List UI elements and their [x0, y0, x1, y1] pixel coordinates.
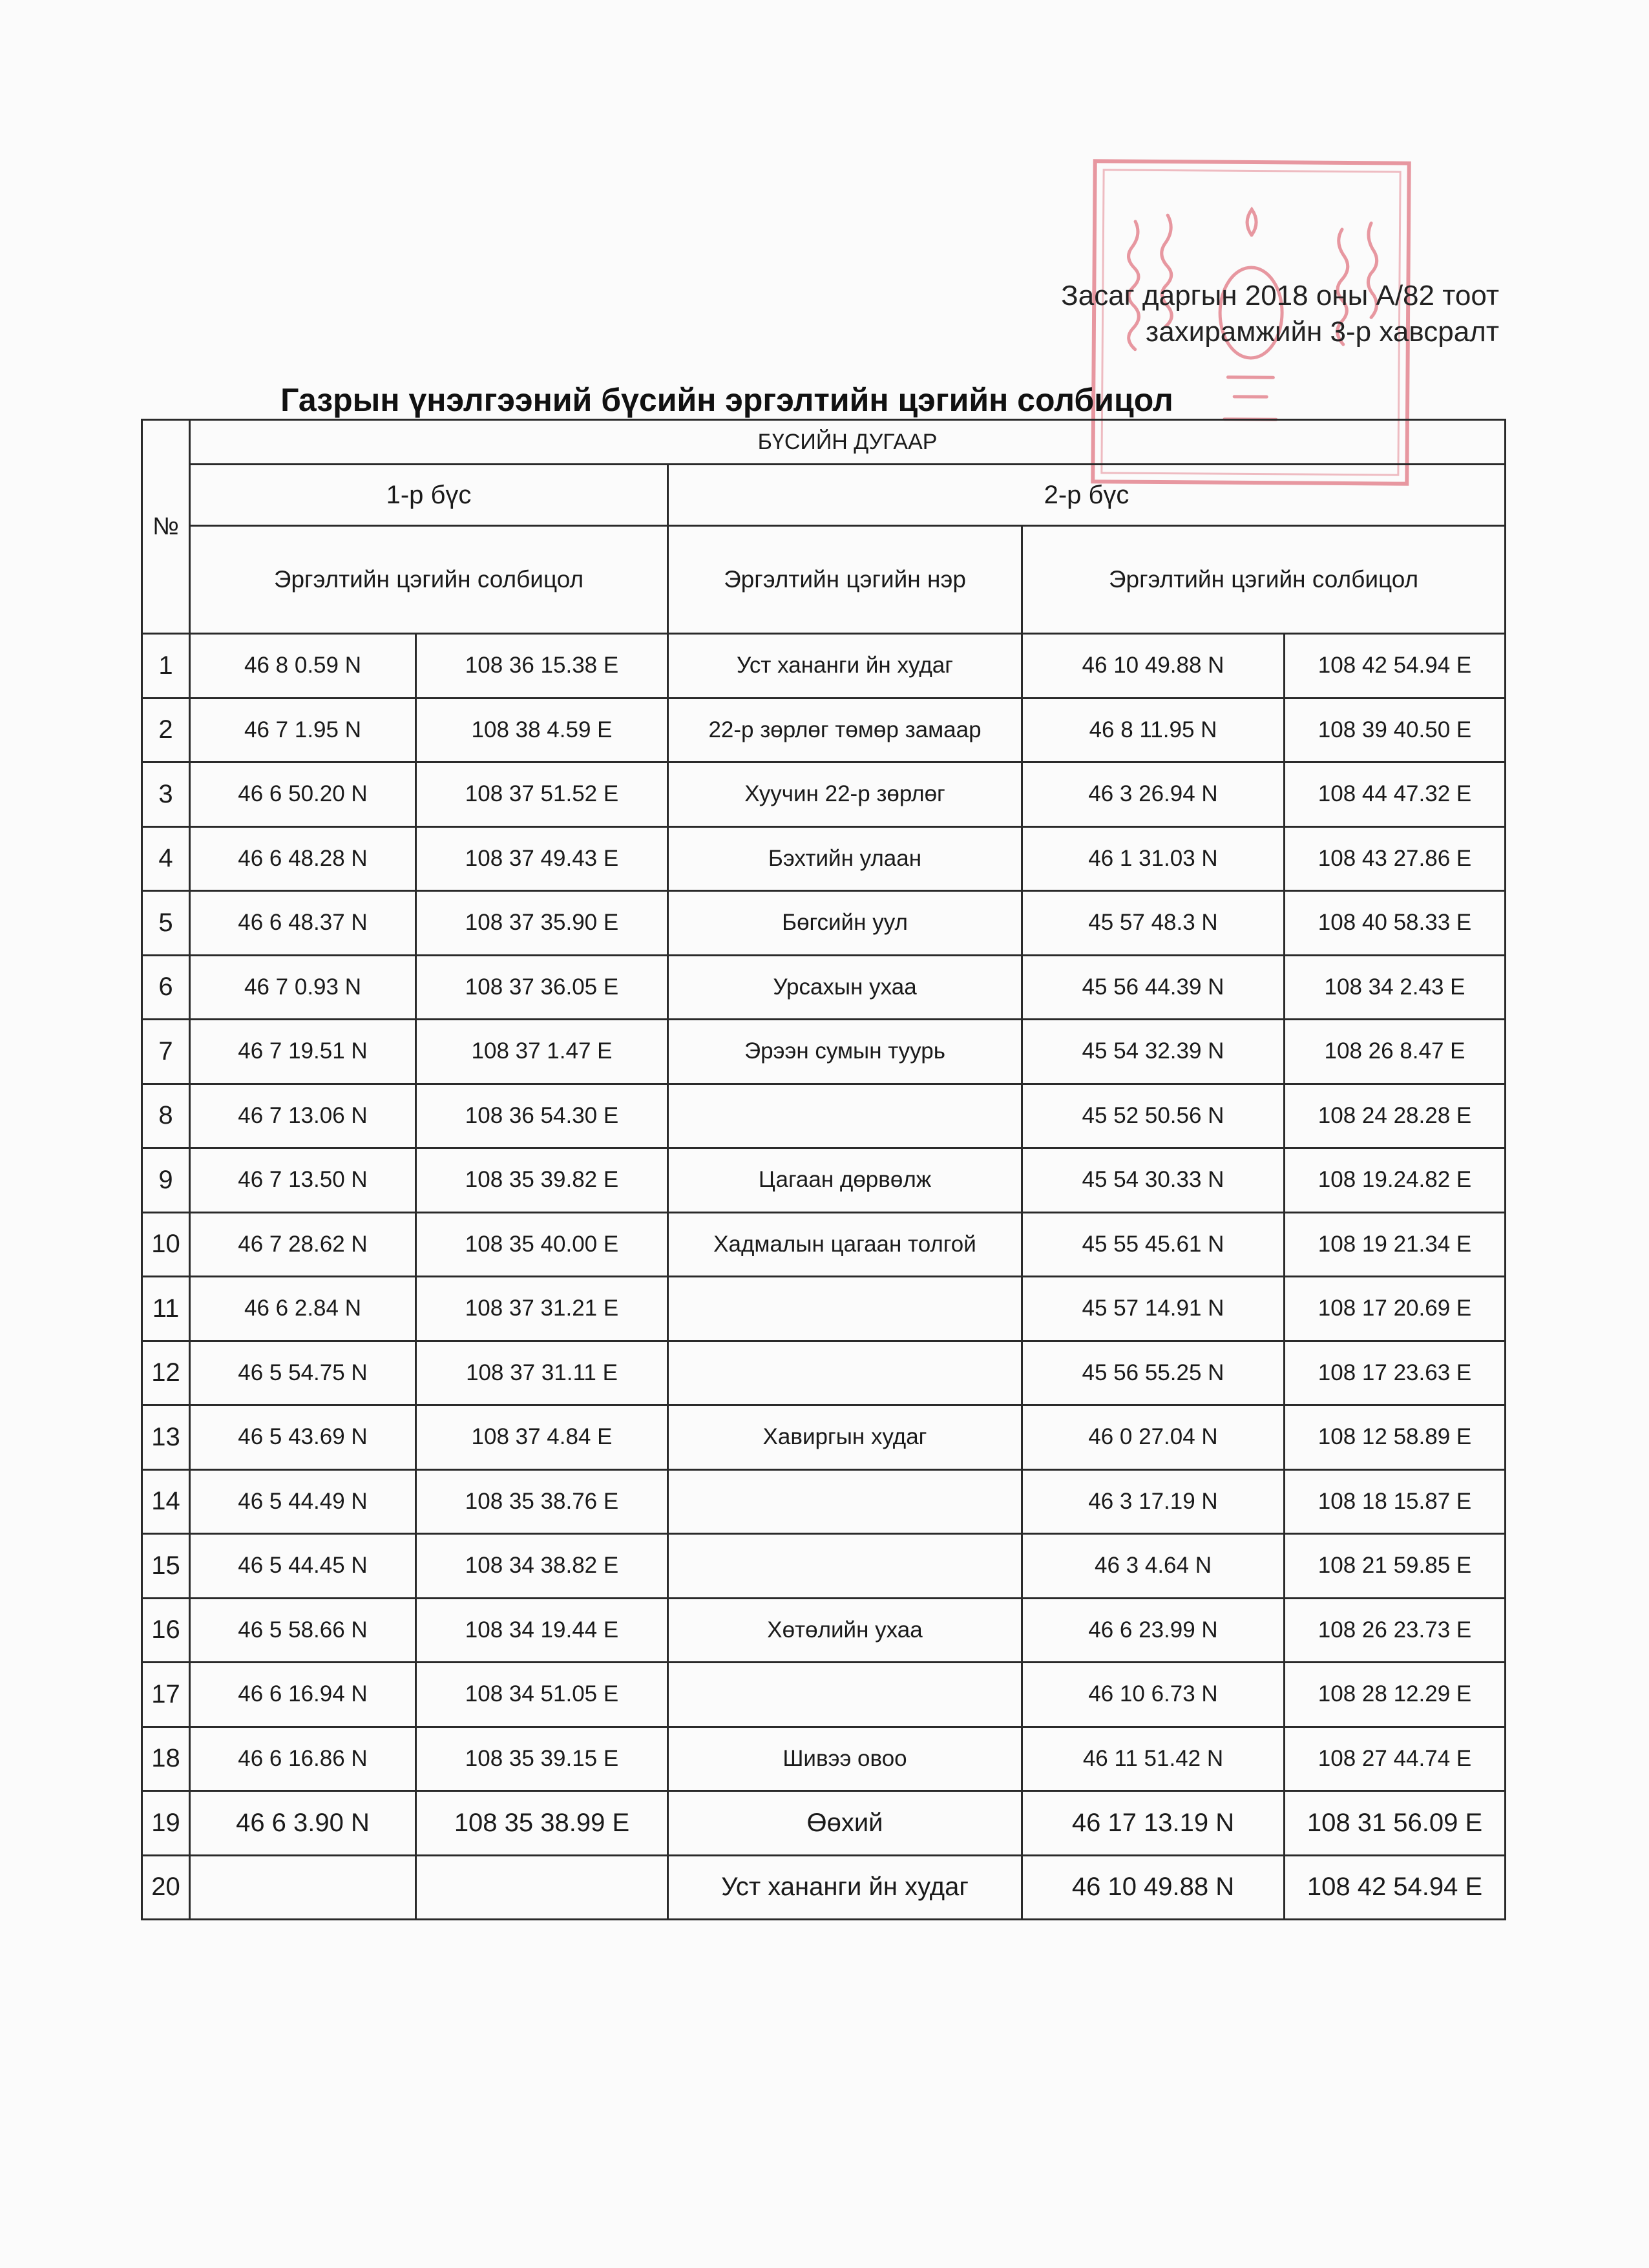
- zone1-latitude: 46 5 43.69 N: [190, 1405, 416, 1470]
- zone2-latitude: 45 55 45.61 N: [1022, 1212, 1285, 1277]
- zone2-longitude: 108 43 27.86 E: [1285, 826, 1506, 891]
- row-number: 12: [142, 1341, 190, 1405]
- zone1-latitude: 46 6 3.90 N: [190, 1791, 416, 1856]
- zone1-latitude: 46 7 13.06 N: [190, 1084, 416, 1148]
- zone1-longitude: 108 37 49.43 E: [416, 826, 668, 891]
- point-name: Хөтөлийн ухаа: [668, 1598, 1022, 1663]
- zone2-latitude: 45 57 48.3 N: [1022, 891, 1285, 956]
- table-row: [142, 698, 1506, 762]
- zone1-longitude: 108 37 31.21 E: [416, 1277, 668, 1341]
- zone2-latitude: 46 6 23.99 N: [1022, 1598, 1285, 1663]
- point-name: [668, 1341, 1022, 1405]
- point-name: Уст хананги йн худаг: [668, 634, 1022, 698]
- zone1-latitude: 46 7 1.95 N: [190, 698, 416, 762]
- zone1-latitude: 46 7 28.62 N: [190, 1212, 416, 1277]
- point-name: Хавиргын худаг: [668, 1405, 1022, 1470]
- zone1-longitude: 108 36 54.30 E: [416, 1084, 668, 1148]
- row-number: 10: [142, 1212, 190, 1277]
- table-row: [142, 1791, 1506, 1856]
- zone2-longitude: 108 21 59.85 E: [1285, 1534, 1506, 1599]
- zone2-latitude: 45 54 32.39 N: [1022, 1020, 1285, 1084]
- zone2-latitude: 46 10 49.88 N: [1022, 634, 1285, 698]
- zone2-longitude: 108 28 12.29 E: [1285, 1663, 1506, 1727]
- appendix-line-1: Засаг даргын 2018 оны А/82 тоот: [1061, 280, 1499, 311]
- zone2-longitude: 108 18 15.87 E: [1285, 1469, 1506, 1534]
- zone1-longitude: 108 35 38.99 E: [416, 1791, 668, 1856]
- coordinates-table: [141, 419, 1506, 1920]
- table-row: [142, 1341, 1506, 1405]
- zone2-longitude: 108 31 56.09 E: [1285, 1791, 1506, 1856]
- table-row: [142, 955, 1506, 1020]
- zone1-longitude: 108 35 40.00 E: [416, 1212, 668, 1277]
- row-number: 2: [142, 698, 190, 762]
- table-row: [142, 634, 1506, 698]
- row-number: 19: [142, 1791, 190, 1856]
- row-number: 13: [142, 1405, 190, 1470]
- zone2-longitude: 108 42 54.94 E: [1285, 634, 1506, 698]
- header-zone-1: 1-р бүс: [190, 465, 668, 526]
- zone2-longitude: 108 19.24.82 E: [1285, 1148, 1506, 1213]
- zone2-latitude: 46 8 11.95 N: [1022, 698, 1285, 762]
- zone1-longitude: 108 34 19.44 E: [416, 1598, 668, 1663]
- zone1-longitude: 108 37 4.84 E: [416, 1405, 668, 1470]
- table-row: [142, 1663, 1506, 1727]
- point-name: Уст хананги йн худаг: [668, 1855, 1022, 1920]
- header-zone-1-coords: Эргэлтийн цэгийн солбицол: [190, 526, 668, 634]
- point-name: Урсахын ухаа: [668, 955, 1022, 1020]
- zone2-latitude: 46 0 27.04 N: [1022, 1405, 1285, 1470]
- zone2-latitude: 45 57 14.91 N: [1022, 1277, 1285, 1341]
- row-number: 18: [142, 1727, 190, 1791]
- row-number: 8: [142, 1084, 190, 1148]
- point-name: Эрээн сумын туурь: [668, 1020, 1022, 1084]
- zone2-latitude: 45 52 50.56 N: [1022, 1084, 1285, 1148]
- table-row: [142, 1534, 1506, 1599]
- table-row: [142, 762, 1506, 827]
- point-name: Цагаан дөрвөлж: [668, 1148, 1022, 1213]
- zone1-latitude: 46 6 16.86 N: [190, 1727, 416, 1791]
- table-row: [142, 891, 1506, 956]
- zone1-longitude: 108 34 51.05 E: [416, 1663, 668, 1727]
- zone2-latitude: 45 56 55.25 N: [1022, 1341, 1285, 1405]
- zone1-latitude: [190, 1855, 416, 1920]
- zone1-longitude: 108 37 35.90 E: [416, 891, 668, 956]
- zone1-latitude: 46 6 48.37 N: [190, 891, 416, 956]
- row-number: 17: [142, 1663, 190, 1727]
- row-number: 6: [142, 955, 190, 1020]
- zone1-latitude: 46 6 48.28 N: [190, 826, 416, 891]
- row-number: 3: [142, 762, 190, 827]
- point-name: Өөхий: [668, 1791, 1022, 1856]
- header-zone-2: 2-р бүс: [668, 465, 1506, 526]
- header-zone-2-name: Эргэлтийн цэгийн нэр: [668, 526, 1022, 634]
- header-number: №: [142, 420, 190, 634]
- row-number: 9: [142, 1148, 190, 1213]
- point-name: [668, 1084, 1022, 1148]
- zone1-latitude: 46 8 0.59 N: [190, 634, 416, 698]
- zone2-latitude: 46 3 17.19 N: [1022, 1469, 1285, 1534]
- table-row: [142, 1212, 1506, 1277]
- zone1-longitude: 108 36 15.38 E: [416, 634, 668, 698]
- row-number: 11: [142, 1277, 190, 1341]
- zone2-longitude: 108 17 23.63 E: [1285, 1341, 1506, 1405]
- table-row: [142, 1469, 1506, 1534]
- zone2-latitude: 46 10 6.73 N: [1022, 1663, 1285, 1727]
- zone2-latitude: 46 1 31.03 N: [1022, 826, 1285, 891]
- zone2-longitude: 108 39 40.50 E: [1285, 698, 1506, 762]
- zone1-longitude: 108 34 38.82 E: [416, 1534, 668, 1599]
- point-name: Бөгсийн уул: [668, 891, 1022, 956]
- zone2-longitude: 108 19 21.34 E: [1285, 1212, 1506, 1277]
- zone2-latitude: 46 3 26.94 N: [1022, 762, 1285, 827]
- zone2-longitude: 108 44 47.32 E: [1285, 762, 1506, 827]
- zone2-longitude: 108 26 8.47 E: [1285, 1020, 1506, 1084]
- appendix-note: [1008, 278, 1499, 350]
- zone1-latitude: 46 7 19.51 N: [190, 1020, 416, 1084]
- zone1-latitude: 46 6 16.94 N: [190, 1663, 416, 1727]
- zone1-longitude: 108 38 4.59 E: [416, 698, 668, 762]
- zone1-longitude: 108 37 36.05 E: [416, 955, 668, 1020]
- point-name: Хадмалын цагаан толгой: [668, 1212, 1022, 1277]
- point-name: [668, 1277, 1022, 1341]
- point-name: Хуучин 22-р зөрлөг: [668, 762, 1022, 827]
- row-number: 20: [142, 1855, 190, 1920]
- document-title: Газрын үнэлгээний бүсийн эргэлтийн цэгийн солбицол: [280, 382, 1173, 418]
- table-row: [142, 1277, 1506, 1341]
- zone1-latitude: 46 6 50.20 N: [190, 762, 416, 827]
- zone2-longitude: 108 17 20.69 E: [1285, 1277, 1506, 1341]
- row-number: 7: [142, 1020, 190, 1084]
- zone2-latitude: 46 17 13.19 N: [1022, 1791, 1285, 1856]
- zone2-latitude: 45 54 30.33 N: [1022, 1148, 1285, 1213]
- header-zone-2-coords: Эргэлтийн цэгийн солбицол: [1022, 526, 1506, 634]
- point-name: [668, 1663, 1022, 1727]
- zone2-latitude: 46 10 49.88 N: [1022, 1855, 1285, 1920]
- point-name: 22-р зөрлөг төмөр замаар: [668, 698, 1022, 762]
- table-row: [142, 1084, 1506, 1148]
- point-name: [668, 1534, 1022, 1599]
- zone1-longitude: [416, 1855, 668, 1920]
- zone1-longitude: 108 37 1.47 E: [416, 1020, 668, 1084]
- table-row: [142, 1405, 1506, 1470]
- table-row: [142, 1020, 1506, 1084]
- zone2-longitude: 108 40 58.33 E: [1285, 891, 1506, 956]
- zone2-latitude: 46 11 51.42 N: [1022, 1727, 1285, 1791]
- header-zone-number: БҮСИЙН ДУГААР: [190, 420, 1506, 465]
- zone1-latitude: 46 5 44.49 N: [190, 1469, 416, 1534]
- zone1-longitude: 108 35 38.76 E: [416, 1469, 668, 1534]
- row-number: 15: [142, 1534, 190, 1599]
- table-row: [142, 1598, 1506, 1663]
- row-number: 5: [142, 891, 190, 956]
- zone2-longitude: 108 26 23.73 E: [1285, 1598, 1506, 1663]
- table-row: [142, 1727, 1506, 1791]
- zone1-latitude: 46 5 44.45 N: [190, 1534, 416, 1599]
- table-row: [142, 1148, 1506, 1213]
- point-name: Бэхтийн улаан: [668, 826, 1022, 891]
- zone1-longitude: 108 37 31.11 E: [416, 1341, 668, 1405]
- zone1-latitude: 46 6 2.84 N: [190, 1277, 416, 1341]
- zone2-latitude: 46 3 4.64 N: [1022, 1534, 1285, 1599]
- zone2-longitude: 108 27 44.74 E: [1285, 1727, 1506, 1791]
- point-name: Шивээ овоо: [668, 1727, 1022, 1791]
- zone2-longitude: 108 12 58.89 E: [1285, 1405, 1506, 1470]
- zone2-latitude: 45 56 44.39 N: [1022, 955, 1285, 1020]
- row-number: 14: [142, 1469, 190, 1534]
- row-number: 4: [142, 826, 190, 891]
- zone1-longitude: 108 35 39.82 E: [416, 1148, 668, 1213]
- zone2-longitude: 108 42 54.94 E: [1285, 1855, 1506, 1920]
- appendix-line-2: захирамжийн 3-р хавсралт: [1146, 316, 1499, 348]
- table-row: [142, 1855, 1506, 1920]
- zone1-latitude: 46 7 13.50 N: [190, 1148, 416, 1213]
- zone1-longitude: 108 35 39.15 E: [416, 1727, 668, 1791]
- table-row: [142, 826, 1506, 891]
- row-number: 16: [142, 1598, 190, 1663]
- zone1-latitude: 46 5 58.66 N: [190, 1598, 416, 1663]
- zone2-longitude: 108 34 2.43 E: [1285, 955, 1506, 1020]
- zone1-longitude: 108 37 51.52 E: [416, 762, 668, 827]
- zone2-longitude: 108 24 28.28 E: [1285, 1084, 1506, 1148]
- row-number: 1: [142, 634, 190, 698]
- zone1-latitude: 46 5 54.75 N: [190, 1341, 416, 1405]
- zone1-latitude: 46 7 0.93 N: [190, 955, 416, 1020]
- point-name: [668, 1469, 1022, 1534]
